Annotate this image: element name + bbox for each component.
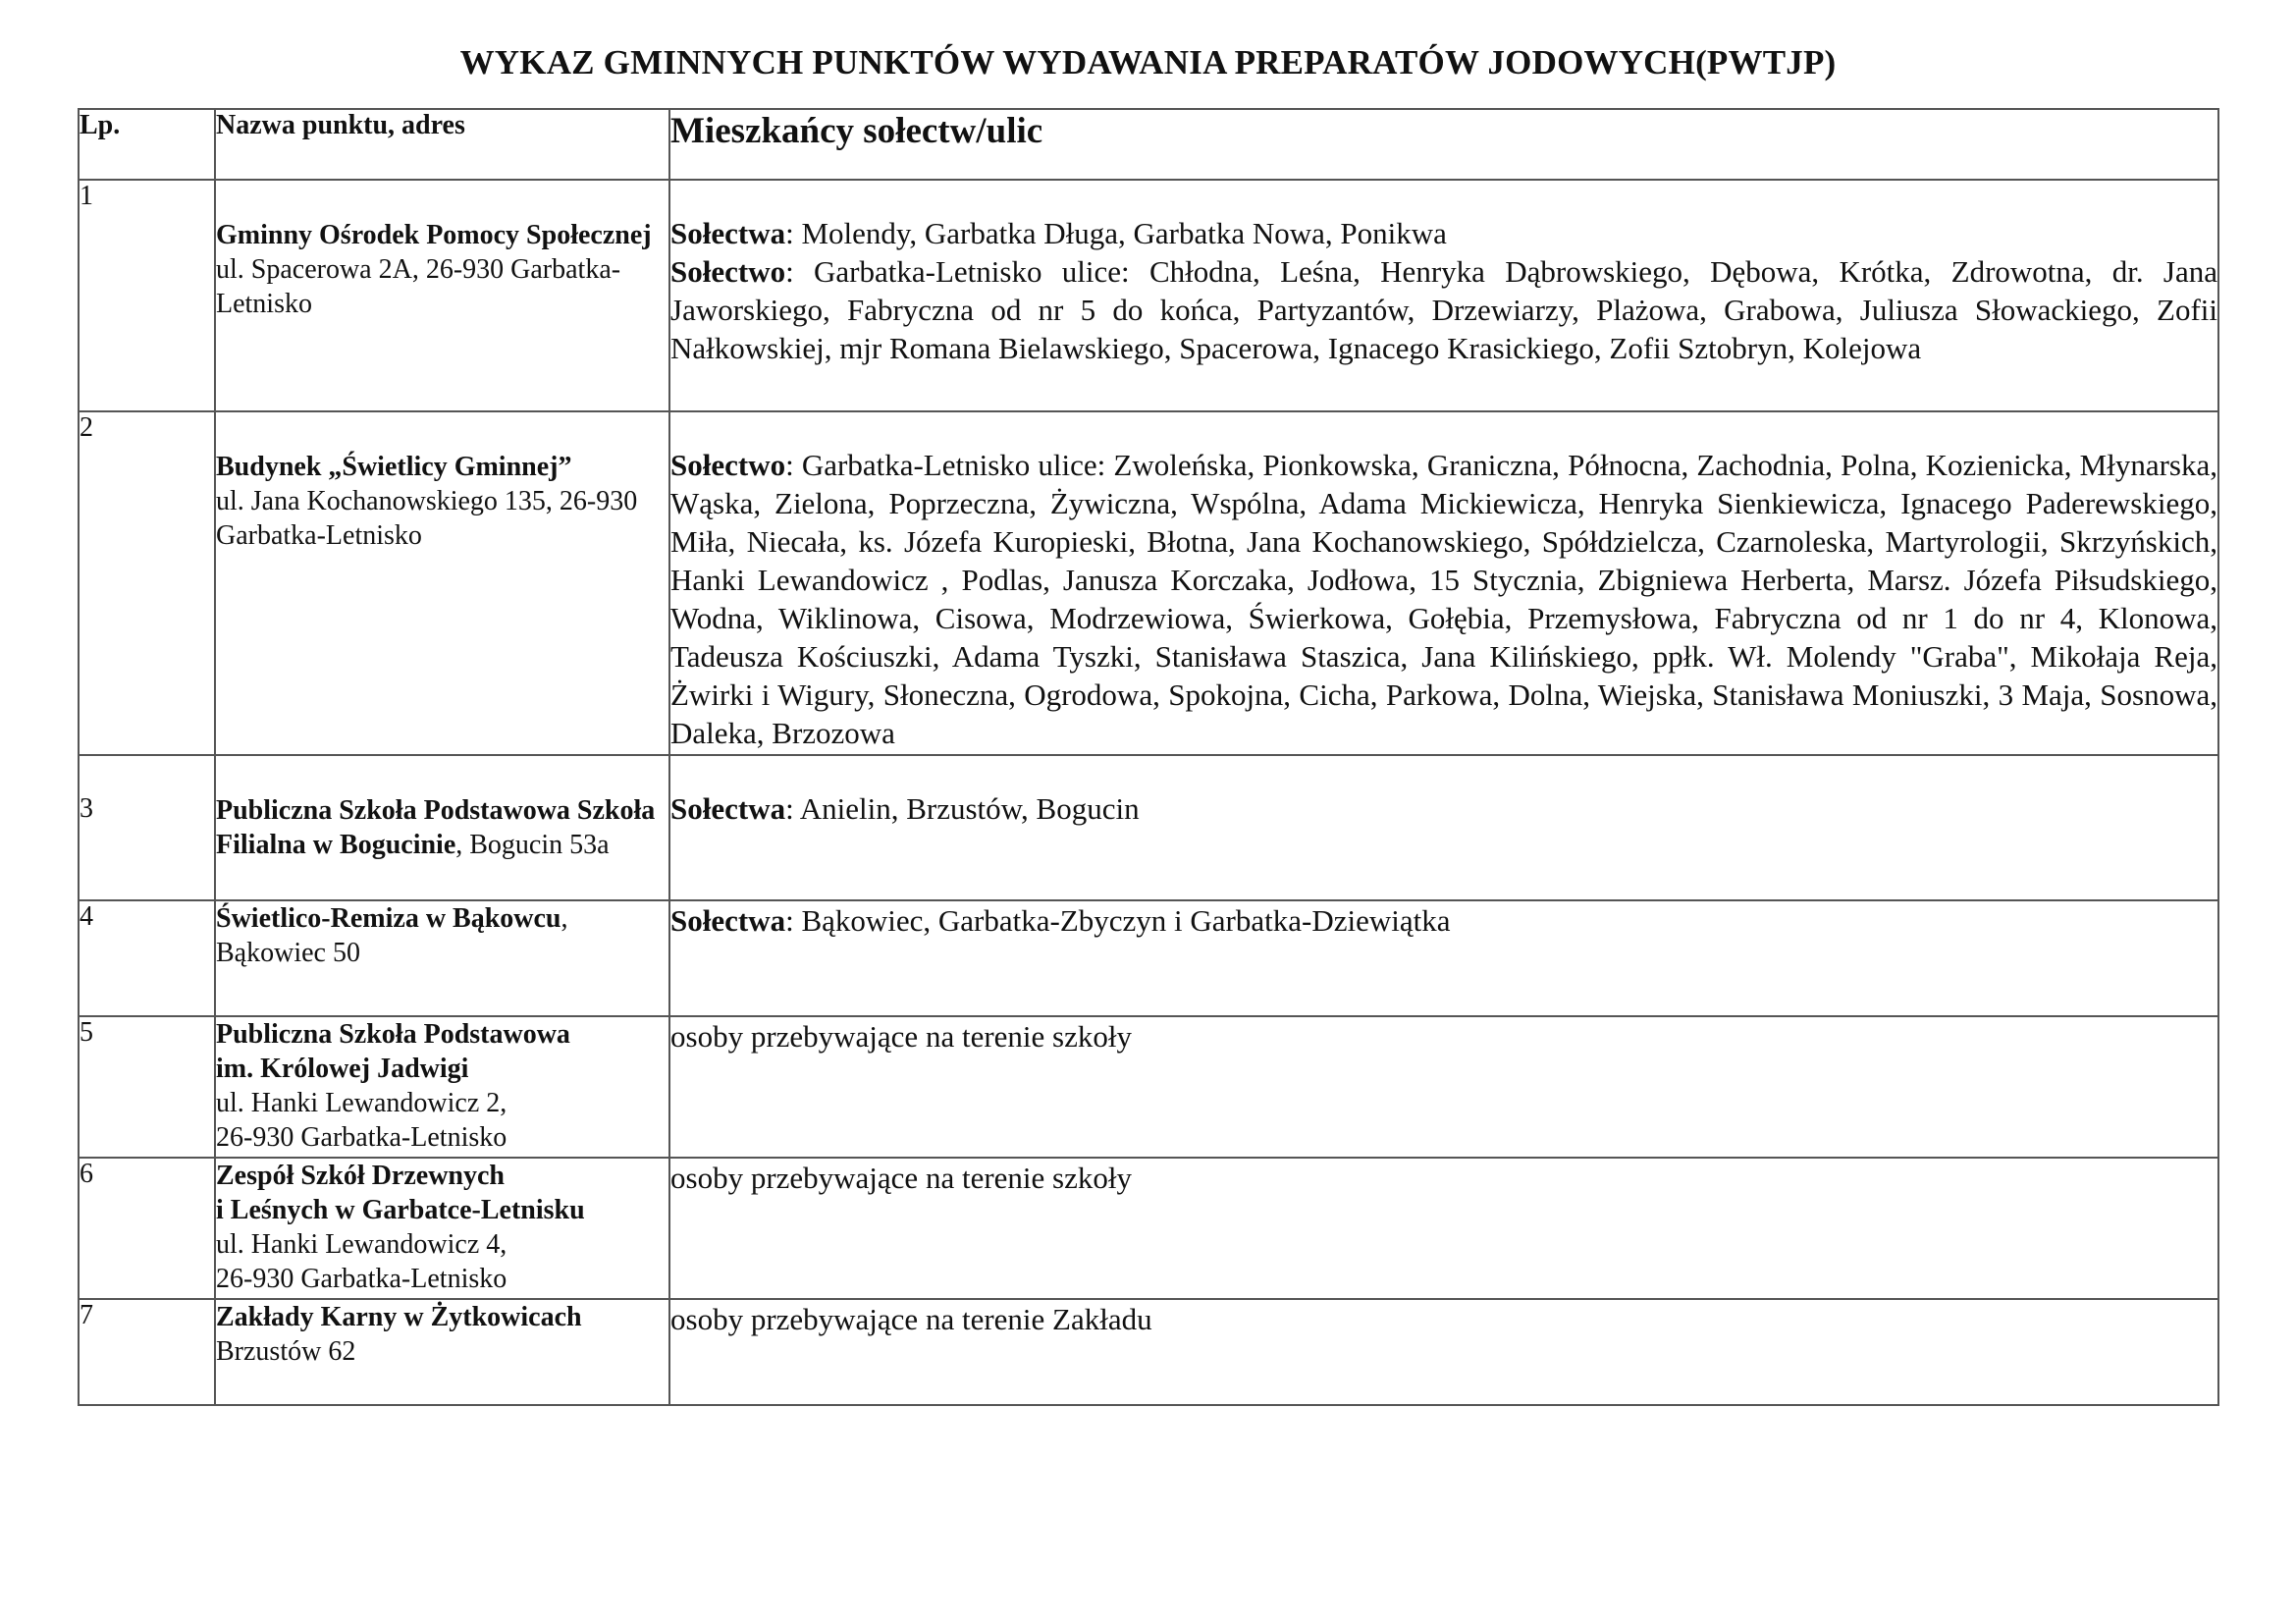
residents-cell (669, 180, 2218, 411)
residents-cell: osoby przebywające na terenie szkoły (669, 1158, 2218, 1299)
residents-cell: osoby przebywające na terenie Zakładu (669, 1299, 2218, 1405)
row-number: 7 (79, 1299, 215, 1405)
row-number: 6 (79, 1158, 215, 1299)
residents-text: : Anielin, Brzustów, Bogucin (785, 791, 1140, 826)
point-address: , Bogucin 53a (455, 830, 610, 860)
residents-paragraph (670, 252, 2217, 367)
table-row (79, 755, 2218, 900)
point-address: ul. Hanki Lewandowicz 4, (216, 1229, 507, 1260)
distribution-points-table (78, 108, 2219, 1406)
point-address: ul. Jana Kochanowskiego 135, 26-930 Garbatka-Letnisko (216, 486, 638, 551)
residents-paragraph (670, 214, 2217, 252)
point-name-address (215, 180, 669, 411)
point-name: Publiczna Szkoła Podstawowa Szkoła Filialna w Bogucinie (216, 795, 656, 860)
residents-label: Sołectwa (670, 216, 786, 250)
table-row (79, 1158, 2218, 1299)
row-number: 4 (79, 900, 215, 1016)
residents-paragraph (670, 901, 2217, 940)
point-address: , Bąkowiec 50 (216, 903, 568, 968)
table-row (79, 180, 2218, 411)
table-row (79, 1016, 2218, 1158)
residents-cell: osoby przebywające na terenie szkoły (669, 1016, 2218, 1158)
row-number: 5 (79, 1016, 215, 1158)
point-name: Publiczna Szkoła Podstawowa (216, 1019, 570, 1050)
residents-paragraph (670, 446, 2217, 752)
residents-text: : Garbatka-Letnisko ulice: Zwoleńska, Pionkowska, Graniczna, Północna, Zachodnia, Polna, Kozienicka, Młynarska, Wąska, Zielona, Poprzeczna, Żywiczna, Wspólna, Adama Mickiewicza, Henryka Sienkiewicza, Ignacego Paderewskiego, Miła, Niecała, ks. Józefa Kuropieski, Błotna, Jana Kochanowskiego, Spółdzielcza, Czarnoleska, Martyrologii, Skrzyńskich, Hanki Lewandowicz , Podlas, Janusza Korczaka, Jodłowa, 15 Stycznia, Zbigniewa Herberta, Marsz. Józefa Piłsudskiego, Wodna, Wiklinowa, Cisowa, Modrzewiowa, Świerkowa, Gołębia, Przemysłowa, Fabryczna od nr 1 do nr 4, Klonowa, Tadeusza Kościuszki, Adama Tyszki, Stanisława Staszica, Jana Kilińskiego, ppłk. Wł. Molendy "Graba", Mikołaja Reja, Żwirki i Wigury, Słoneczna, Ogrodowa, Spokojna, Cicha, Parkowa, Dolna, Wiejska, Stanisława Moniuszki, 3 Maja, Sosnowa, Daleka, Brzozowa (670, 448, 2217, 750)
point-name-address (215, 1016, 669, 1158)
table-row (79, 411, 2218, 755)
point-name-address (215, 1158, 669, 1299)
point-name: Budynek „Świetlicy Gminnej” (216, 452, 572, 482)
residents-label: Sołectwo (670, 254, 786, 289)
point-name-address (215, 755, 669, 900)
row-number: 1 (79, 180, 215, 411)
point-name-address (215, 411, 669, 755)
header-point-name-address: Nazwa punktu, adres (215, 109, 669, 180)
point-name: Gminny Ośrodek Pomocy Społecznej (216, 220, 652, 250)
residents-paragraph (670, 789, 2217, 828)
table-row (79, 1299, 2218, 1405)
residents-text: : Bąkowiec, Garbatka-Zbyczyn i Garbatka-Dziewiątka (785, 903, 1451, 938)
point-address: Brzustów 62 (216, 1336, 356, 1367)
header-residents: Mieszkańcy sołectw/ulic (669, 109, 2218, 180)
residents-label: Sołectwa (670, 791, 786, 826)
point-name: Zakłady Karny w Żytkowicach (216, 1302, 582, 1332)
point-name: Zespół Szkół Drzewnych (216, 1161, 505, 1191)
row-number: 3 (79, 755, 215, 900)
residents-label: Sołectwa (670, 903, 786, 938)
row-number: 2 (79, 411, 215, 755)
residents-text: : Molendy, Garbatka Długa, Garbatka Nowa, Ponikwa (785, 216, 1447, 250)
point-address: 26-930 Garbatka-Letnisko (216, 1122, 507, 1153)
residents-label: Sołectwo (670, 448, 786, 482)
point-name-address (215, 1299, 669, 1405)
page-title: WYKAZ GMINNYCH PUNKTÓW WYDAWANIA PREPARATÓW JODOWYCH(PWTJP) (459, 43, 1837, 81)
point-name: Świetlico-Remiza w Bąkowcu (216, 903, 561, 934)
residents-text: : Garbatka-Letnisko ulice: Chłodna, Leśna, Henryka Dąbrowskiego, Dębowa, Krótka, Zdrowotna, dr. Jana Jaworskiego, Fabryczna od nr 5 do końca, Partyzantów, Drzewiarzy, Plażowa, Grabowa, Juliusza Słowackiego, Zofii Nałkowskiej, mjr Romana Bielawskiego, Spacerowa, Ignacego Krasickiego, Zofii Sztobryn, Kolejowa (670, 254, 2217, 365)
point-name: im. Królowej Jadwigi (216, 1054, 469, 1084)
point-address: 26-930 Garbatka-Letnisko (216, 1264, 507, 1294)
point-name: i Leśnych w Garbatce-Letnisku (216, 1195, 585, 1225)
point-name-address (215, 900, 669, 1016)
residents-cell (669, 411, 2218, 755)
point-address: ul. Hanki Lewandowicz 2, (216, 1088, 507, 1118)
residents-cell (669, 900, 2218, 1016)
point-address: ul. Spacerowa 2A, 26-930 Garbatka-Letnisko (216, 254, 621, 319)
table-row (79, 900, 2218, 1016)
residents-cell (669, 755, 2218, 900)
header-lp: Lp. (79, 109, 215, 180)
table-header-row (79, 109, 2218, 180)
